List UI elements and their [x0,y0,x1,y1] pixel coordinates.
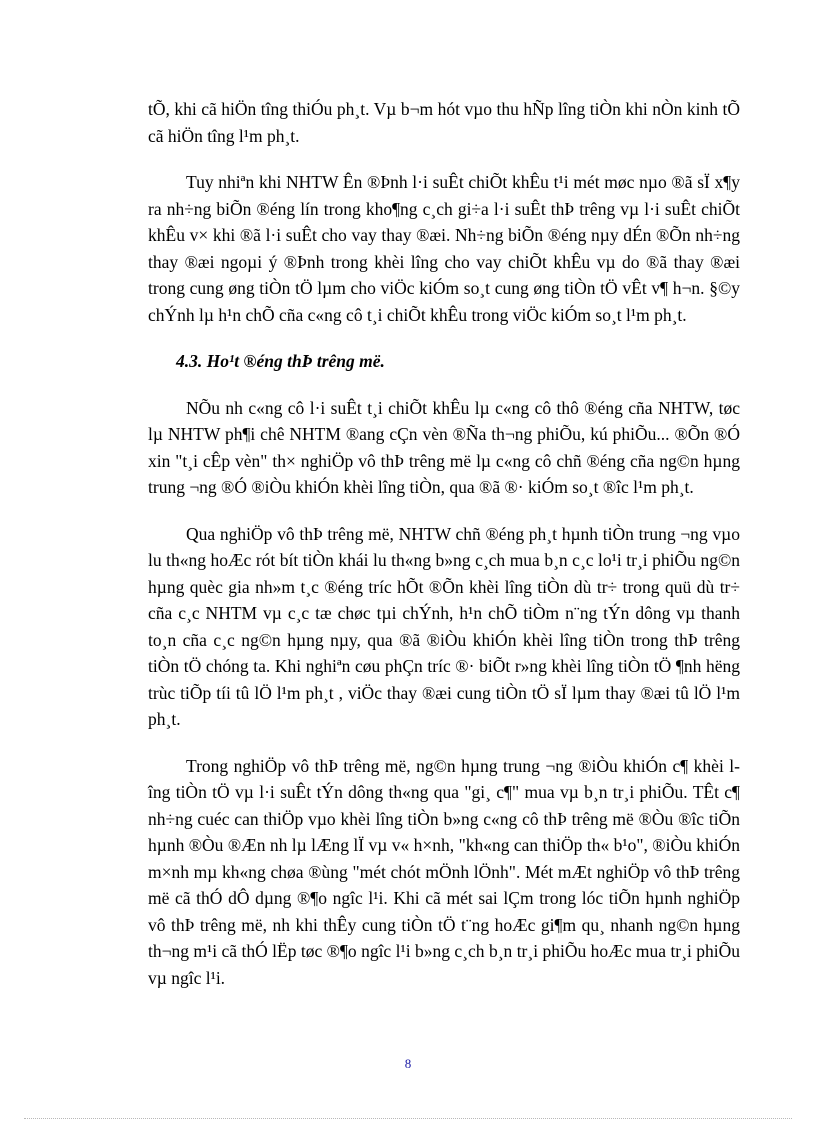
paragraph-5: Trong nghiÖp vô thÞ trêng më, ng©n hµng trung ¬ng ®iÒu khiÓn c¶ khèi lîng tiÒn tÖ vµ l·i suÊt tÝn dông th«ng qua "gi¸ c¶" mua vµ b¸n tr¸i phiÕu. TÊt c¶ nh÷ng cuéc can thiÖp vµo khèi lîng tiÒn b»ng c«ng cô thÞ trêng më ®Òu ®îc tiÕn hµnh ®Òu ®Æn nh lµ lÆng lÏ vµ v« h×nh, "kh«ng can thiÖp th« b¹o", ®iÒu khiÓn m×nh mµ kh«ng chøa ®ùng "mét chót mÖnh lÖnh". Mét mÆt nghiÖp vô thÞ trêng më cã thÓ dÔ dµng ®¶o ngîc l¹i. Khi cã mét sai lÇm trong lóc tiÕn hµnh nghiÖp vô thÞ trêng më, nh khi thÊy cung tiÒn tÖ t¨ng hoÆc gi¶m qu¸ nhanh ng©n hµng th¬ng m¹i cã thÓ lËp tøc ®¶o ngîc l¹i b»ng c¸ch b¸n tr¸i phiÕu hoÆc mua tr¸i phiÕu vµ ngîc l¹i. [148,755,740,988]
paragraph-3: NÕu nh c«ng cô l·i suÊt t¸i chiÕt khÊu lµ c«ng cô thô ®éng cña NHTW, tøc lµ NHTW ph¶i chê NHTM ®ang cÇn vèn ®Ña th¬ng phiÕu, kú phiÕu... ®Õn ®Ó xin "t¸i cÊp vèn" th× nghiÖp vô thÞ trêng më lµ c«ng cô chñ ®éng cña ng©n hµng trung ¬ng ®Ó ®iÒu khiÓn khèi lîng tiÒn, qua ®ã ®· kiÓm so¸t ®îc l¹m ph¸t. [148,397,740,497]
paragraph-2: Tuy nhiªn khi NHTW Ên ®Þnh l·i suÊt chiÕt khÊu t¹i mét møc nµo ®ã sÏ x¶y ra nh÷ng biÕn ®éng lín trong kho¶ng c¸ch gi÷a l·i suÊt thÞ trêng vµ l·i suÊt chiÕt khÊu v× khi ®ã l·i suÊt cho vay thay ®æi. Nh÷ng biÕn ®éng nµy dÉn ®Õn nh÷ng thay ®æi ngoµi ý ®Þnh trong khèi lîng cho vay chiÕt khÊu vµ do ®ã thay ®æi trong cung øng tiÒn tÖ lµm cho viÖc kiÓm so¸t cung øng tiÒn tÖ vÊt v¶ h¬n. §©y chÝnh lµ h¹n chÕ cña c«ng cô t¸i chiÕt khÊu trong viÖc kiÓm so¸t l¹m ph¸t. [148,172,740,325]
section-heading: 4.3. Ho¹t ®éng thÞ trêng më. [176,351,385,371]
document-page [148,96,740,991]
page-bottom-divider [24,1118,792,1119]
paragraph-1: tÕ, khi cã hiÖn tîng thiÓu ph¸t. Vµ b¬m hót vµo thu hÑp lîng tiÒn khi nÒn kinh tÕ cã hiÖn tîng l¹m ph¸t. [148,99,740,146]
paragraph-4: Qua nghiÖp vô thÞ trêng më, NHTW chñ ®éng ph¸t hµnh tiÒn trung ¬ng vµo lu th«ng hoÆc rót bít tiÒn khái lu th«ng b»ng c¸ch mua b¸n c¸c lo¹i tr¸i phiÕu ng©n hµng quèc gia nh»m t¸c ®éng tríc hÕt ®Õn khèi lîng tiÒn dù tr÷ trong quü dù tr÷ cña c¸c NHTM vµ c¸c tæ chøc tµi chÝnh, h¹n chÕ tiÒm n¨ng tÝn dông vµ thanh to¸n cña c¸c ng©n hµng nµy, qua ®ã ®iÒu khiÓn khèi lîng tiÒn trong thÞ trêng tiÒn tÖ chóng ta. Khi nghiªn cøu phÇn tríc ®· biÕt r»ng khèi lîng tiÒn tÖ ¶nh hëng trùc tiÕp tíi tû lÖ l¹m ph¸t , viÖc thay ®æi cung tiÒn tÖ sÏ lµm thay ®æi tû lÖ l¹m ph¸t. [148,523,740,729]
page-number: 8 [404,1056,412,1071]
